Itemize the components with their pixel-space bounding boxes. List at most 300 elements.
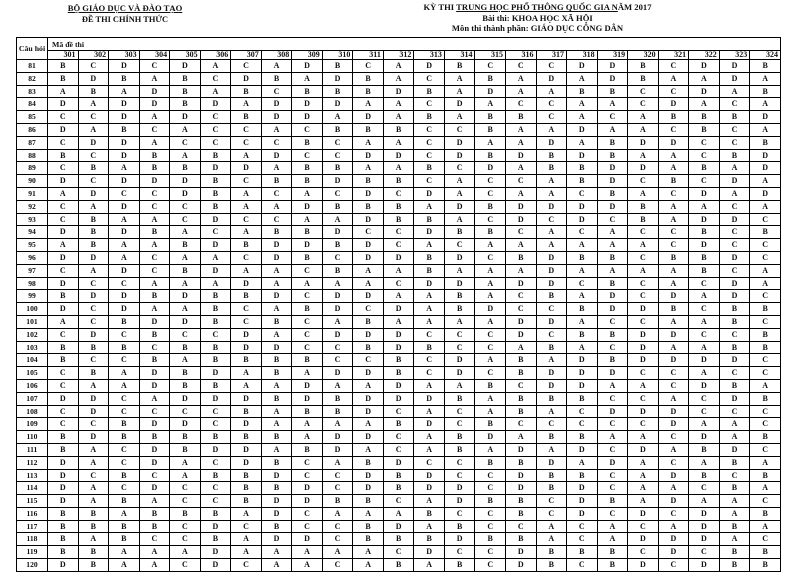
- table-row: [17, 341, 781, 354]
- answer-cell: A: [231, 98, 262, 111]
- answer-cell: D: [200, 392, 231, 405]
- question-number: 88: [17, 149, 48, 162]
- answer-cell: B: [567, 431, 598, 444]
- answer-cell: C: [414, 328, 445, 341]
- answer-cell: C: [719, 469, 750, 482]
- answer-cell: B: [48, 149, 79, 162]
- table-row: [17, 187, 781, 200]
- answer-cell: C: [109, 456, 140, 469]
- answer-cell: B: [231, 495, 262, 508]
- answer-cell: B: [322, 239, 353, 252]
- answer-cell: A: [689, 456, 720, 469]
- answer-cell: A: [628, 149, 659, 162]
- answer-cell: D: [689, 533, 720, 546]
- answer-cell: D: [48, 226, 79, 239]
- table-row: [17, 379, 781, 392]
- answer-cell: A: [567, 290, 598, 303]
- answer-cell: B: [567, 303, 598, 316]
- answer-cell: B: [750, 303, 781, 316]
- answer-cell: B: [719, 303, 750, 316]
- answer-cell: A: [353, 98, 384, 111]
- answer-cell: A: [353, 546, 384, 559]
- table-row: [17, 60, 781, 73]
- answer-cell: B: [261, 72, 292, 85]
- answer-cell: D: [139, 443, 170, 456]
- answer-cell: A: [353, 443, 384, 456]
- answer-cell: A: [719, 85, 750, 98]
- answer-cell: B: [505, 111, 536, 124]
- answer-cell: D: [505, 200, 536, 213]
- table-row: [17, 507, 781, 520]
- answer-cell: A: [109, 239, 140, 252]
- answer-cell: B: [78, 226, 109, 239]
- answer-cell: A: [170, 277, 201, 290]
- answer-cell: B: [750, 85, 781, 98]
- answer-cell: D: [567, 354, 598, 367]
- answer-cell: A: [292, 546, 323, 559]
- answer-cell: D: [628, 303, 659, 316]
- answer-cell: D: [170, 418, 201, 431]
- answer-cell: C: [536, 213, 567, 226]
- answer-cell: C: [292, 328, 323, 341]
- exam-code-317: 317: [536, 51, 567, 60]
- answer-cell: C: [139, 251, 170, 264]
- answer-cell: C: [475, 251, 506, 264]
- answer-cell: B: [750, 559, 781, 572]
- answer-cell: A: [322, 507, 353, 520]
- answer-cell: B: [322, 123, 353, 136]
- answer-cell: D: [48, 456, 79, 469]
- table-row: [17, 533, 781, 546]
- answer-cell: C: [414, 149, 445, 162]
- answer-cell: A: [475, 290, 506, 303]
- answer-cell: D: [322, 431, 353, 444]
- answer-cell: C: [170, 328, 201, 341]
- answer-cell: A: [689, 341, 720, 354]
- answer-cell: D: [750, 187, 781, 200]
- answer-cell: B: [78, 239, 109, 252]
- answer-cell: C: [139, 533, 170, 546]
- answer-cell: B: [200, 315, 231, 328]
- answer-cell: D: [261, 251, 292, 264]
- answer-cell: A: [170, 149, 201, 162]
- answer-cell: B: [200, 290, 231, 303]
- answer-cell: D: [353, 111, 384, 124]
- answer-cell: A: [536, 187, 567, 200]
- answer-cell: D: [444, 149, 475, 162]
- answer-cell: A: [383, 264, 414, 277]
- table-row: [17, 85, 781, 98]
- answer-cell: C: [200, 111, 231, 124]
- answer-cell: D: [261, 533, 292, 546]
- answer-cell: A: [261, 162, 292, 175]
- answer-cell: D: [139, 482, 170, 495]
- answer-cell: B: [414, 213, 445, 226]
- answer-cell: D: [414, 226, 445, 239]
- answer-cell: A: [322, 277, 353, 290]
- answer-cell: D: [353, 290, 384, 303]
- answer-cell: D: [353, 469, 384, 482]
- answer-cell: A: [48, 85, 79, 98]
- answer-rows: [17, 60, 781, 572]
- answer-cell: C: [48, 418, 79, 431]
- exam-code-318: 318: [567, 51, 598, 60]
- answer-cell: A: [109, 559, 140, 572]
- answer-cell: B: [475, 533, 506, 546]
- answer-cell: D: [658, 328, 689, 341]
- answer-cell: A: [567, 341, 598, 354]
- answer-cell: B: [322, 264, 353, 277]
- table-row: [17, 136, 781, 149]
- answer-cell: C: [78, 111, 109, 124]
- answer-cell: C: [750, 533, 781, 546]
- answer-cell: B: [383, 469, 414, 482]
- answer-cell: A: [109, 162, 140, 175]
- answer-cell: B: [689, 226, 720, 239]
- answer-cell: B: [567, 328, 598, 341]
- answer-cell: D: [658, 354, 689, 367]
- answer-cell: C: [536, 111, 567, 124]
- answer-cell: D: [383, 456, 414, 469]
- answer-cell: B: [322, 405, 353, 418]
- answer-cell: C: [292, 341, 323, 354]
- answer-cell: A: [475, 277, 506, 290]
- answer-cell: C: [475, 559, 506, 572]
- question-number: 82: [17, 72, 48, 85]
- answer-cell: A: [170, 469, 201, 482]
- answer-cell: D: [597, 367, 628, 380]
- answer-cell: C: [414, 354, 445, 367]
- answer-cell: B: [139, 149, 170, 162]
- answer-cell: D: [719, 60, 750, 73]
- answer-cell: B: [567, 392, 598, 405]
- answer-cell: D: [170, 392, 201, 405]
- answer-cell: D: [536, 200, 567, 213]
- answer-cell: D: [719, 290, 750, 303]
- answer-cell: B: [109, 418, 140, 431]
- answer-cell: C: [628, 290, 659, 303]
- exam-component: Môn thi thành phần: GIÁO DỤC CÔNG DÂN: [451, 23, 624, 34]
- answer-cell: C: [689, 405, 720, 418]
- answer-cell: B: [383, 200, 414, 213]
- answer-cell: A: [353, 418, 384, 431]
- answer-cell: A: [750, 200, 781, 213]
- answer-cell: C: [750, 315, 781, 328]
- answer-cell: D: [567, 495, 598, 508]
- answer-cell: D: [353, 251, 384, 264]
- question-number: 111: [17, 443, 48, 456]
- answer-cell: B: [597, 251, 628, 264]
- answer-cell: A: [414, 200, 445, 213]
- answer-cell: D: [444, 98, 475, 111]
- answer-cell: B: [444, 226, 475, 239]
- answer-cell: C: [444, 239, 475, 252]
- answer-cell: D: [475, 162, 506, 175]
- answer-cell: C: [658, 456, 689, 469]
- answer-cell: D: [689, 60, 720, 73]
- answer-cell: D: [322, 175, 353, 188]
- answer-cell: D: [658, 136, 689, 149]
- answer-cell: C: [628, 98, 659, 111]
- answer-cell: B: [170, 98, 201, 111]
- answer-cell: D: [719, 175, 750, 188]
- answer-cell: D: [444, 354, 475, 367]
- answer-cell: A: [597, 226, 628, 239]
- answer-cell: A: [383, 315, 414, 328]
- answer-cell: A: [109, 507, 140, 520]
- answer-cell: C: [505, 303, 536, 316]
- answer-cell: B: [658, 175, 689, 188]
- exam-title: [410, 3, 665, 12]
- answer-cell: C: [353, 226, 384, 239]
- answer-cell: A: [414, 520, 445, 533]
- answer-cell: B: [261, 456, 292, 469]
- answer-cell: A: [78, 200, 109, 213]
- answer-cell: C: [567, 520, 598, 533]
- answer-cell: D: [567, 149, 598, 162]
- answer-cell: D: [536, 379, 567, 392]
- answer-cell: B: [475, 418, 506, 431]
- answer-cell: A: [414, 559, 445, 572]
- answer-cell: D: [383, 379, 414, 392]
- answer-cell: C: [628, 277, 659, 290]
- answer-cell: B: [48, 443, 79, 456]
- exam-code-310: 310: [322, 51, 353, 60]
- answer-cell: D: [261, 507, 292, 520]
- answer-cell: A: [383, 72, 414, 85]
- answer-cell: A: [383, 162, 414, 175]
- answer-cell: C: [414, 98, 445, 111]
- answer-cell: A: [750, 520, 781, 533]
- answer-cell: A: [719, 162, 750, 175]
- answer-cell: B: [475, 200, 506, 213]
- answer-cell: D: [597, 60, 628, 73]
- answer-cell: C: [536, 303, 567, 316]
- answer-cell: C: [292, 456, 323, 469]
- answer-cell: B: [292, 251, 323, 264]
- answer-cell: D: [200, 239, 231, 252]
- answer-cell: D: [750, 111, 781, 124]
- answer-cell: C: [750, 239, 781, 252]
- answer-cell: B: [292, 354, 323, 367]
- answer-cell: A: [444, 175, 475, 188]
- answer-cell: B: [505, 354, 536, 367]
- answer-cell: D: [597, 290, 628, 303]
- answer-cell: A: [261, 328, 292, 341]
- answer-cell: B: [689, 162, 720, 175]
- answer-cell: C: [658, 367, 689, 380]
- exam-code-324: 324: [750, 51, 781, 60]
- answer-cell: B: [109, 341, 140, 354]
- answer-cell: B: [48, 533, 79, 546]
- answer-cell: A: [750, 175, 781, 188]
- answer-cell: A: [383, 60, 414, 73]
- answer-cell: D: [414, 187, 445, 200]
- answer-cell: A: [536, 354, 567, 367]
- answer-cell: A: [383, 136, 414, 149]
- exam-title-prefix: KỲ THI: [423, 2, 457, 12]
- answer-cell: B: [139, 290, 170, 303]
- answer-cell: D: [628, 136, 659, 149]
- answer-cell: C: [261, 85, 292, 98]
- answer-cell: D: [658, 405, 689, 418]
- answer-cell: B: [231, 85, 262, 98]
- answer-cell: A: [658, 72, 689, 85]
- answer-cell: C: [750, 418, 781, 431]
- answer-cell: C: [597, 443, 628, 456]
- answer-cell: B: [383, 367, 414, 380]
- answer-cell: A: [505, 239, 536, 252]
- answer-cell: B: [292, 175, 323, 188]
- answer-cell: A: [261, 559, 292, 572]
- answer-cell: B: [536, 431, 567, 444]
- answer-cell: B: [170, 264, 201, 277]
- answer-cell: D: [353, 149, 384, 162]
- question-number: 101: [17, 315, 48, 328]
- answer-cell: A: [475, 405, 506, 418]
- answer-cell: B: [48, 60, 79, 73]
- table-row: [17, 482, 781, 495]
- answer-cell: C: [139, 60, 170, 73]
- answer-cell: D: [48, 495, 79, 508]
- answer-cell: C: [48, 405, 79, 418]
- answer-cell: C: [48, 328, 79, 341]
- answer-cell: C: [475, 341, 506, 354]
- answer-cell: A: [750, 98, 781, 111]
- answer-cell: C: [444, 328, 475, 341]
- answer-cell: C: [383, 405, 414, 418]
- exam-code-319: 319: [597, 51, 628, 60]
- answer-cell: D: [567, 379, 598, 392]
- answer-cell: B: [292, 85, 323, 98]
- answer-cell: D: [567, 60, 598, 73]
- answer-cell: C: [200, 136, 231, 149]
- answer-cell: A: [261, 277, 292, 290]
- answer-cell: B: [505, 507, 536, 520]
- answer-cell: C: [536, 495, 567, 508]
- answer-cell: D: [383, 149, 414, 162]
- answer-cell: C: [719, 123, 750, 136]
- answer-cell: A: [689, 418, 720, 431]
- answer-cell: A: [597, 431, 628, 444]
- table-row: [17, 213, 781, 226]
- answer-cell: A: [261, 303, 292, 316]
- answer-cell: C: [719, 98, 750, 111]
- answer-cell: A: [444, 187, 475, 200]
- table-row: [17, 520, 781, 533]
- answer-cell: C: [658, 431, 689, 444]
- answer-cell: D: [48, 559, 79, 572]
- answer-cell: C: [475, 328, 506, 341]
- answer-cell: C: [444, 123, 475, 136]
- answer-cell: B: [109, 495, 140, 508]
- answer-cell: A: [78, 495, 109, 508]
- answer-cell: D: [109, 290, 140, 303]
- answer-cell: B: [750, 341, 781, 354]
- answer-cell: D: [231, 277, 262, 290]
- answer-cell: B: [139, 354, 170, 367]
- answer-cell: C: [109, 443, 140, 456]
- answer-cell: D: [109, 303, 140, 316]
- question-number: 108: [17, 405, 48, 418]
- answer-cell: D: [750, 149, 781, 162]
- answer-cell: B: [475, 123, 506, 136]
- answer-cell: D: [750, 162, 781, 175]
- answer-cell: C: [475, 175, 506, 188]
- answer-cell: B: [322, 200, 353, 213]
- answer-cell: B: [414, 507, 445, 520]
- answer-cell: B: [536, 341, 567, 354]
- answer-cell: A: [231, 264, 262, 277]
- answer-cell: C: [414, 123, 445, 136]
- answer-cell: B: [48, 290, 79, 303]
- answer-cell: B: [628, 60, 659, 73]
- answer-cell: C: [658, 507, 689, 520]
- answer-cell: A: [658, 200, 689, 213]
- answer-cell: C: [322, 354, 353, 367]
- answer-cell: A: [78, 456, 109, 469]
- answer-cell: A: [750, 72, 781, 85]
- answer-cell: B: [567, 85, 598, 98]
- answer-cell: B: [383, 175, 414, 188]
- answer-cell: B: [567, 469, 598, 482]
- answer-cell: A: [719, 533, 750, 546]
- answer-cell: B: [414, 251, 445, 264]
- answer-cell: A: [536, 520, 567, 533]
- answer-cell: A: [78, 482, 109, 495]
- answer-cell: D: [170, 290, 201, 303]
- answer-cell: B: [689, 264, 720, 277]
- answer-cell: A: [658, 341, 689, 354]
- answer-cell: C: [200, 226, 231, 239]
- answer-cell: A: [139, 277, 170, 290]
- answer-cell: A: [231, 149, 262, 162]
- answer-cell: C: [170, 405, 201, 418]
- exam-code-311: 311: [353, 51, 384, 60]
- answer-cell: D: [383, 392, 414, 405]
- answer-cell: C: [353, 60, 384, 73]
- answer-cell: D: [231, 162, 262, 175]
- answer-cell: C: [505, 98, 536, 111]
- answer-cell: B: [261, 367, 292, 380]
- answer-cell: B: [109, 72, 140, 85]
- table-row: [17, 251, 781, 264]
- answer-cell: C: [261, 136, 292, 149]
- answer-cell: A: [536, 226, 567, 239]
- answer-cell: A: [139, 495, 170, 508]
- answer-cell: C: [231, 315, 262, 328]
- answer-cell: B: [536, 392, 567, 405]
- answer-cell: A: [567, 111, 598, 124]
- answer-cell: C: [567, 418, 598, 431]
- answer-cell: A: [261, 546, 292, 559]
- exam-subject: Bài thi: KHOA HỌC XÃ HỘI: [482, 12, 593, 23]
- answer-cell: D: [48, 392, 79, 405]
- answer-cell: A: [231, 367, 262, 380]
- question-number: 119: [17, 546, 48, 559]
- answer-cell: D: [109, 200, 140, 213]
- answer-cell: B: [719, 111, 750, 124]
- answer-cell: D: [322, 226, 353, 239]
- answer-cell: B: [444, 431, 475, 444]
- answer-cell: B: [597, 85, 628, 98]
- answer-cell: A: [139, 213, 170, 226]
- answer-cell: B: [383, 559, 414, 572]
- answer-cell: A: [353, 136, 384, 149]
- answer-cell: A: [170, 303, 201, 316]
- answer-cell: D: [109, 149, 140, 162]
- answer-cell: D: [261, 469, 292, 482]
